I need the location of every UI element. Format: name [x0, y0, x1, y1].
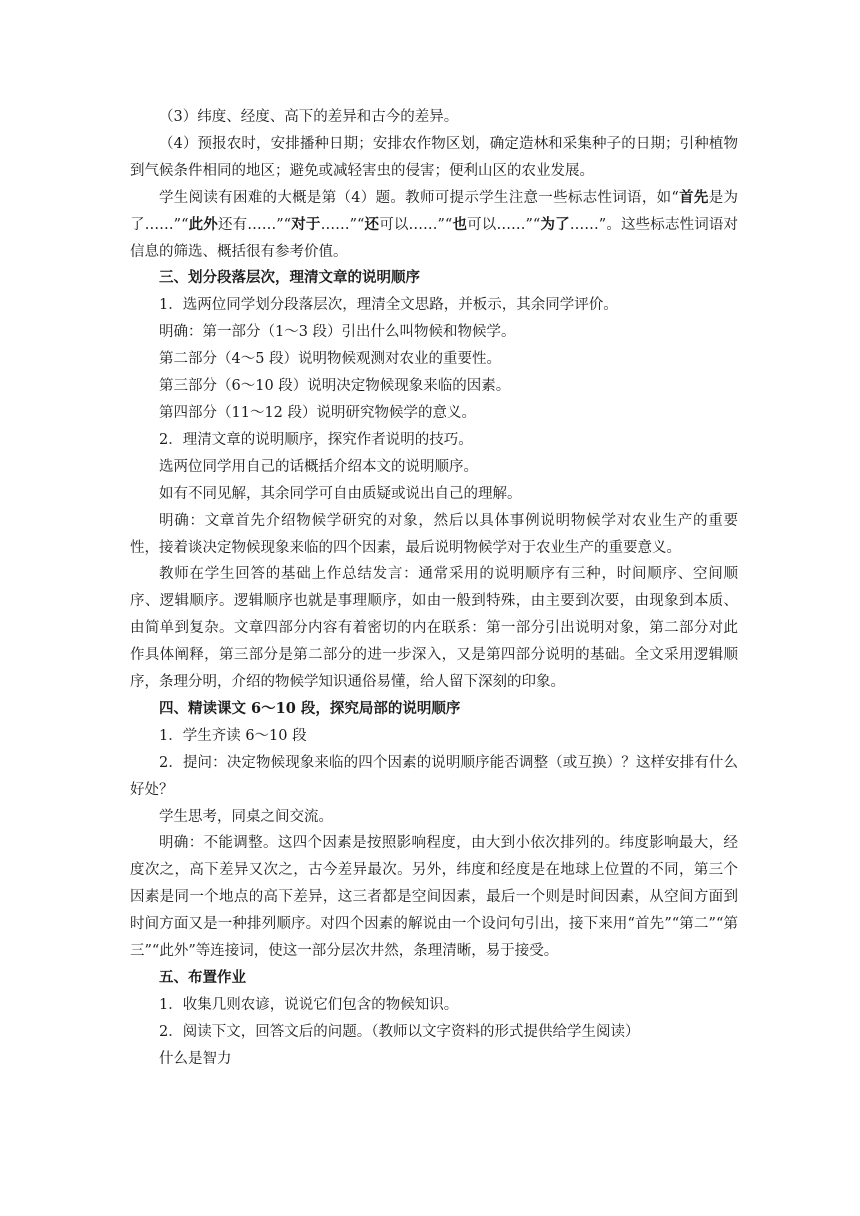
paragraph: 学生思考，同桌之间交流。 — [159, 808, 333, 825]
paragraph: 2．理清文章的说明顺序，探究作者说明的技巧。 — [159, 431, 473, 448]
hint-text: 可以……”“ — [467, 216, 541, 233]
section-heading-5: 五、布置作业 — [159, 969, 246, 986]
paragraph: 第三部分（6～10 段）说明决定物候现象来临的因素。 — [159, 378, 511, 395]
paragraph: 什么是智力 — [159, 1050, 232, 1067]
hint-text: 学生阅读有困难的大概是第（4）题。教师可提示学生注意一些标志性词语，如“ — [159, 189, 679, 206]
keyword: 此外 — [188, 215, 218, 233]
section-heading-3: 三、划分段落层次，理清文章的说明顺序 — [159, 269, 420, 287]
paragraph: 第二部分（4～5 段）说明物候观测对农业的重要性。 — [159, 351, 502, 368]
keyword: 为了 — [540, 215, 570, 233]
paragraph: 明确：不能调整。这四个因素是按照影响程度，由大到小依次排列的。纬度影响最大，经度次之，高下差异又次之，古今差异最次。另外，纬度和经度是在地球上位置的不同，第三个因素是同一个地点的高下差异，这三者都是空间因素，最后一个则是时间因素，从空间方面到时间方面又是一种排列顺序。对四个因素的解说由一个设问句引出，接下来用“首先”“第二”“第三”“此外”等连接词，使这一部分层次井然，条理清晰，易于接受。 — [130, 835, 738, 960]
list-item-4: （4）预报农时，安排播种日期；安排农作物区划，确定造林和采集种子的日期；引种植物到气候条件相同的地区；避免或减轻害虫的侵害；便利山区的农业发展。 — [130, 135, 738, 179]
paragraph: 如有不同见解，其余同学可自由质疑或说出自己的理解。 — [159, 485, 522, 502]
paragraph: 明确：第一部分（1～3 段）引出什么叫物候和物候学。 — [159, 324, 516, 341]
keyword: 也 — [452, 215, 468, 233]
keyword: 还 — [364, 215, 380, 233]
hint-text: ……”“ — [320, 216, 365, 233]
list-item-3: （3）纬度、经度、高下的差异和古今的差异。 — [159, 109, 459, 125]
paragraph: 1．收集几则农谚，说说它们包含的物候知识。 — [159, 996, 459, 1013]
hint-paragraph — [130, 185, 738, 266]
paragraph: 第四部分（11～12 段）说明研究物候学的意义。 — [159, 404, 477, 421]
hint-text: 还有……”“ — [217, 216, 292, 233]
section-heading-4: 四、精读课文 6～10 段，探究局部的说明顺序 — [159, 699, 461, 717]
paragraph: 教师在学生回答的基础上作总结发言：通常采用的说明顺序有三种，时间顺序、空间顺序、逻辑顺序。逻辑顺序也就是事理顺序，如由一般到特殊，由主要到次要，由现象到本质、由简单到复杂。文章四部分内容有着密切的内在联系：第一部分引出说明对象，第二部分对此作具体阐释，第三部分是第二部分的进一步深入，又是第四部分说明的基础。全文采用逻辑顺序，条理分明，介绍的物候学知识通俗易懂，给人留下深刻的印象。 — [130, 566, 738, 691]
keyword: 首先 — [678, 188, 709, 206]
paragraph: 选两位同学用自己的话概括介绍本文的说明顺序。 — [159, 458, 478, 475]
hint-text: 是为了……”“ — [130, 189, 739, 233]
paragraph: 2．阅读下文，回答文后的问题。（教师以文字资料的形式提供给学生阅读） — [159, 1023, 640, 1040]
paragraph: 1．选两位同学划分段落层次，理清全文思路，并板示，其余同学评价。 — [159, 297, 618, 314]
paragraph: 2．提问：决定物候现象来临的四个因素的说明顺序能否调整（或互换）？这样安排有什么好处？ — [130, 754, 738, 798]
keyword: 对于 — [291, 215, 321, 233]
document-body — [130, 104, 738, 1073]
hint-text: 可以……”“ — [379, 216, 453, 233]
hint-text: ……”。这些标志性词语对信息的筛选、概括很有参考价值。 — [130, 216, 739, 260]
paragraph: 明确：文章首先介绍物候学研究的对象，然后以具体事例说明物候学对农业生产的重要性，接着谈决定物候现象来临的四个因素，最后说明物候学对于农业生产的重要意义。 — [130, 512, 738, 556]
paragraph: 1．学生齐读 6～10 段 — [159, 727, 307, 744]
